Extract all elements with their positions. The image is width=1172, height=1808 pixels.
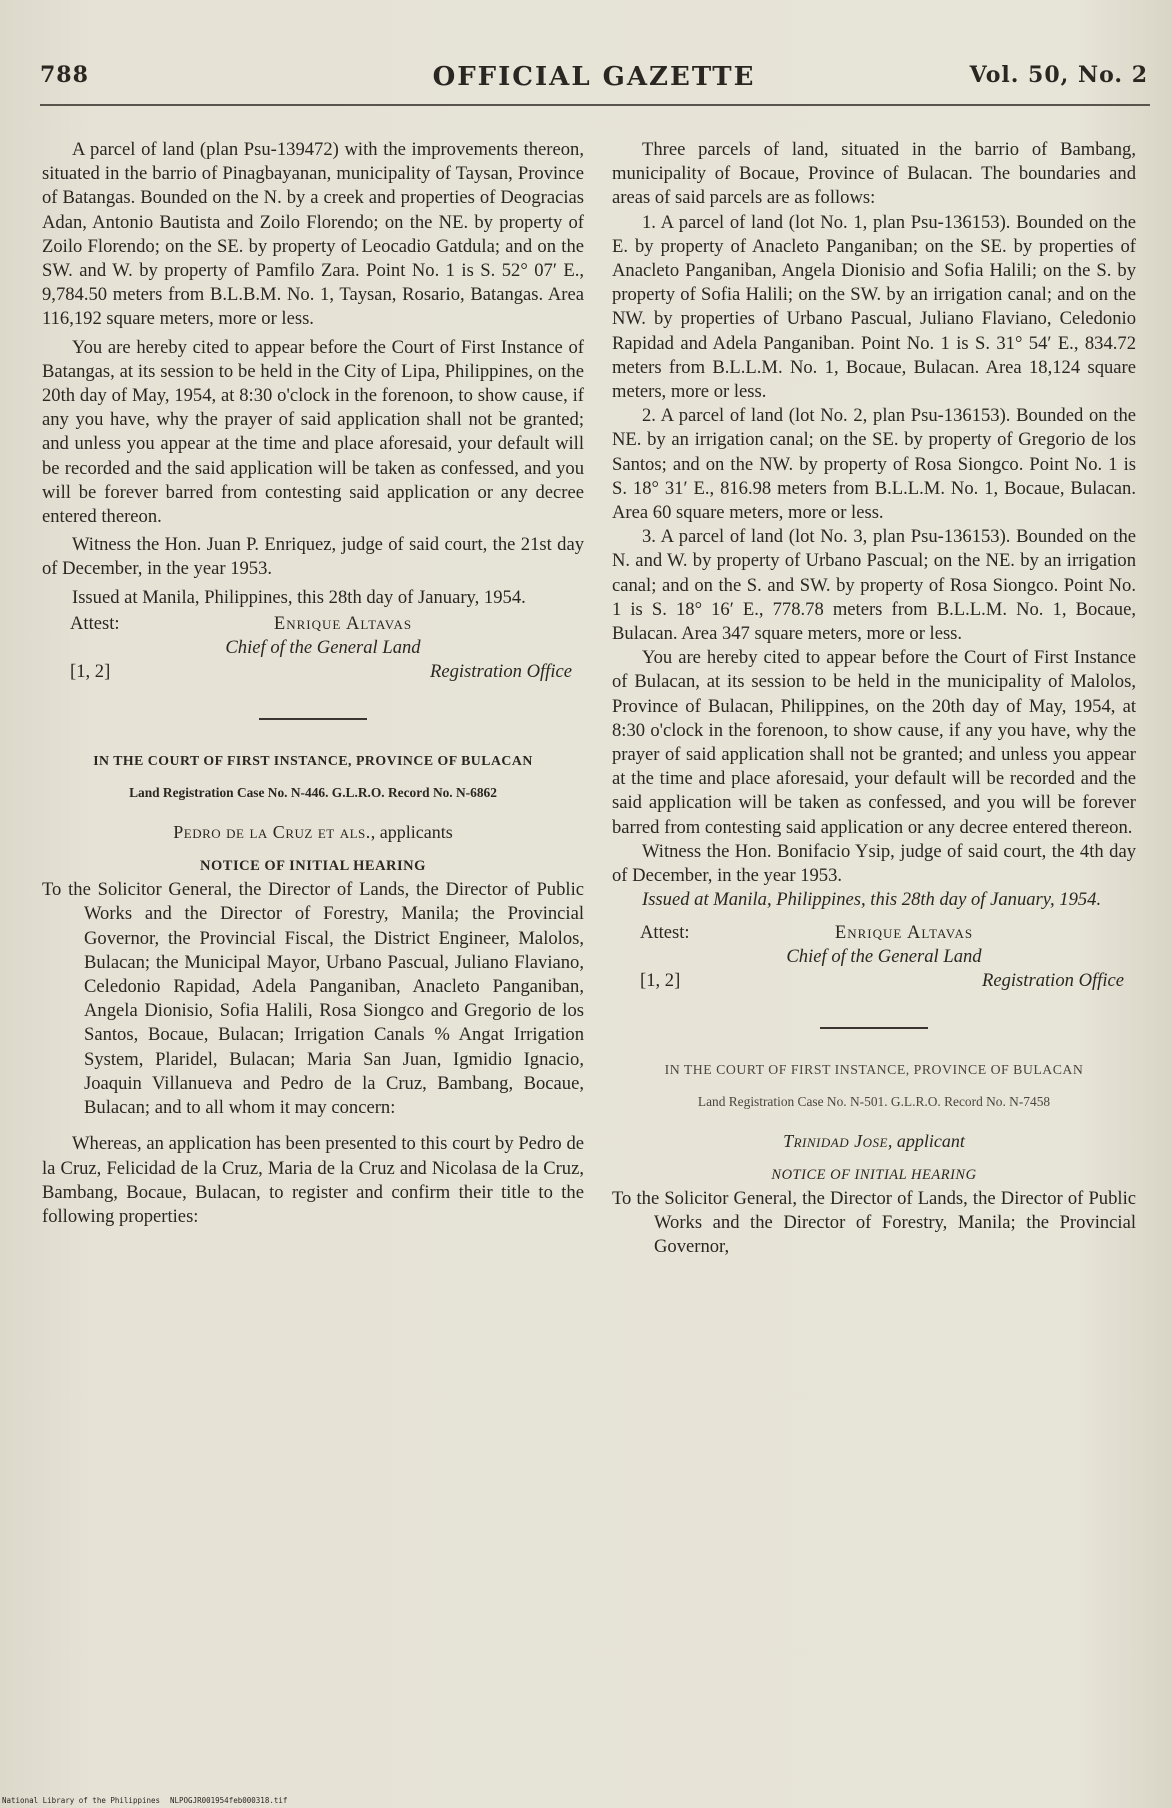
applicant-suffix: , applicant [887, 1130, 965, 1151]
applicant-name: Trinidad Jose [783, 1130, 888, 1151]
citation-paragraph: You are hereby cited to appear before the Court of First Instance of Bulacan, at its session to be held in the municipality of Malolos, Province of Bulacan, Philippines, on the 20th day of May, 1954, at 8:30 o'clock in the forenoon, to show cause, if any you have, why the prayer of said application shall not be granted; and unless you appear at the time and place aforesaid, your default will be recorded and the said application will be taken as confessed, and you will be forever barred from contesting said application or any decree entered thereon. [612, 647, 1136, 838]
attest-refs: [1, 2] [70, 660, 111, 682]
citation-paragraph: You are hereby cited to appear before the Court of First Instance of Batangas, at its session to be held in the City of Lipa, Philippines, on the 20th day of May, 1954, at 8:30 o'clock in the forenoon, to show cause, if any you have, why the prayer of said application shall not be granted; and unless you appear at the time and place aforesaid, your default will be recorded and the said application will be taken as confessed, and you will be forever barred from contesting said application or any decree entered thereon. [42, 336, 584, 528]
footer-file: NLPOGJR001954feb000318.tif [170, 1796, 288, 1805]
notice-heading: NOTICE OF INITIAL HEARING [200, 858, 426, 875]
parcel-2: 2. A parcel of land (lot No. 2, plan Psu-136153). Bounded on the NE. by an irrigation canal; on the SE. by property of Gregorio de los Santos; and on the NW. by property of Rosa Siongco. Point No. 1 is S. 18° 31′ E., 816.98 meters from B.L.L.M. No. 1, Bocaue, Bulacan. Area 60 square meters, more or less. [612, 405, 1136, 524]
applicant-line [612, 1129, 1136, 1153]
left-column [42, 138, 584, 1229]
applicant-suffix: , applicants [370, 821, 453, 842]
applicant-name: Pedro de la Cruz et als. [173, 821, 371, 842]
publication-title: OFFICIAL GAZETTE [432, 62, 756, 92]
applicant-line [42, 820, 584, 844]
right-column [612, 138, 1136, 1260]
witness-paragraph: Witness the Hon. Juan P. Enriquez, judge of said court, the 21st day of December, in the year 1953. [42, 534, 584, 580]
header-rule [40, 104, 1150, 106]
court-heading: IN THE COURT OF FIRST INSTANCE, PROVINCE OF BULACAN [664, 1061, 1084, 1077]
parcels-intro: Three parcels of land, situated in the barrio of Bambang, municipality of Bocaue, Province of Bulacan. The boundaries and areas of said parcels are as follows: [612, 139, 1136, 209]
attest-name: Enrique Altavas [273, 612, 413, 634]
notice-heading: NOTICE OF INITIAL HEARING [771, 1166, 977, 1183]
parcel-3: 3. A parcel of land (lot No. 3, plan Psu-136153). Bounded on the N. and W. by property of Urbano Pascual; on the NE. by an irrigation canal; and on the S. and SW. by property of Rosa Siongco. Point No. 1 is S. 18° 16′ E., 778.78 meters from B.L.L.M. No. 1, Bocaue, Bulacan. Area 347 square meters, more or less. [612, 526, 1136, 645]
parcel-description: A parcel of land (plan Psu-139472) with the improvements thereon, situated in the barrio of Pinagbayanan, municipality of Taysan, Province of Batangas. Bounded on the N. by a creek and properties of Deogracias Adan, Antonio Bautista and Zoilo Florendo; on the NE. by property of Zoilo Florendo; on the SE. by property of Leocadio Gatdula; and on the SW. and W. by property of Pamfilo Zara. Point No. 1 is S. 52° 07′ E., 9,784.50 meters from B.L.B.M. No. 1, Taysan, Rosario, Batangas. Area 116,192 square meters, more or less. [42, 139, 584, 330]
attestation-block [42, 612, 584, 688]
attest-refs: [1, 2] [640, 969, 681, 991]
addressee-paragraph: To the Solicitor General, the Director of Lands, the Director of Public Works and the Director of Forestry, Manila; the Provincial Governor, [612, 1187, 1136, 1258]
attest-name: Enrique Altavas [834, 921, 974, 943]
addressee-paragraph: To the Solicitor General, the Director of Lands, the Director of Public Works and the Director of Forestry, Manila; the Provincial Governor, the Provincial Fiscal, the District Engineer, Malolos, Bulacan; the Municipal Mayor, Urbano Pascual, Juliano Flaviano, Celedonio Rapidad, Adela Panganiban, Anacleto Panganiban, Angela Dionisio, Sofia Halili, Rosa Siongco and Gregorio de los Santos, Bocaue, Bulacan; Irrigation Canals % Angat Irrigation System, Plaridel, Bulacan; Maria San Juan, Igmidio Ignacio, Joaquin Villanueva and Pedro de la Cruz, Bambang, Bocaue, Bulacan; and to all whom it may concern: [42, 879, 584, 1119]
page-number: 788 [40, 62, 89, 88]
case-reference: Land Registration Case No. N-446. G.L.R.O. Record No. N-6862 [129, 784, 497, 800]
attestation-block [612, 921, 1136, 997]
witness-paragraph: Witness the Hon. Bonifacio Ysip, judge of said court, the 4th day of December, in the year 1953. [612, 840, 1136, 887]
section-divider [820, 1027, 928, 1029]
attest-title: Chief of the General Land [225, 636, 421, 658]
footer-source: National Library of the Philippines [2, 1796, 161, 1805]
case-reference: Land Registration Case No. N-501. G.L.R.O. Record No. N-7458 [697, 1093, 1051, 1109]
parcel-1: 1. A parcel of land (lot No. 1, plan Psu-136153). Bounded on the E. by property of Anacleto Panganiban; on the SE. by properties of Anacleto Panganiban, Angela Dionisio and Sofia Halili; on the S. by property of Sofia Halili; on the SW. by an irrigation canal; and on the NW. by properties of Urbano Pascual, Juliano Flaviano, Celedonio Rapidad and Adela Panganiban. Point No. 1 is S. 31° 54′ E., 834.72 meters from B.L.L.M. No. 1, Bocaue, Bulacan. Area 18,124 square meters, more or less. [612, 211, 1136, 403]
section-divider [259, 718, 367, 720]
page-header [40, 62, 1148, 102]
attest-office: Registration Office [981, 969, 1124, 991]
attest-office: Registration Office [429, 660, 572, 682]
whereas-paragraph: Whereas, an application has been presented to this court by Pedro de la Cruz, Felicidad de la Cruz, Maria de la Cruz and Nicolasa de la Cruz, Bambang, Bocaue, Bulacan, to register and confirm their title to the following properties: [42, 1133, 584, 1227]
court-heading: IN THE COURT OF FIRST INSTANCE, PROVINCE OF BULACAN [93, 752, 533, 768]
attest-title: Chief of the General Land [786, 945, 982, 967]
attest-label: Attest: [70, 612, 120, 634]
issued-paragraph: Issued at Manila, Philippines, this 28th day of January, 1954. [642, 889, 1102, 911]
issued-paragraph: Issued at Manila, Philippines, this 28th day of January, 1954. [72, 586, 526, 608]
attest-label: Attest: [640, 921, 690, 943]
volume-number: Vol. 50, No. 2 [969, 62, 1148, 88]
